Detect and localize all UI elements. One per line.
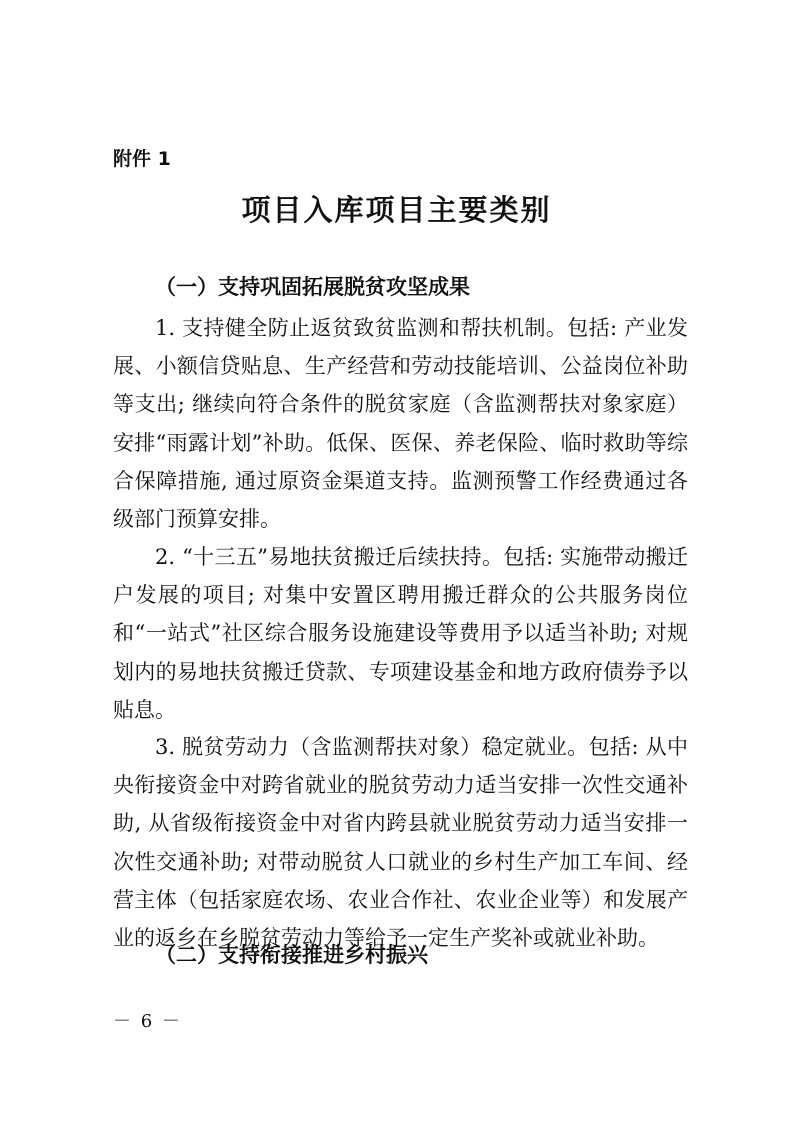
paragraph-2: 2. “十三五”易地扶贫搬迁后续扶持。包括: 实施带动搬迁户发展的项目; 对集中安置区聘用搬迁群众的公共服务岗位和“一站式”社区综合服务设施建设等费用予以适当补助; 对规划内的易地扶贫搬迁贷款、专项建设基金和地方政府债券予以贴息。 <box>113 545 688 722</box>
document-title: 项目入库项目主要类别 <box>241 193 552 227</box>
attachment-label: 附件 1 <box>113 148 171 170</box>
page-number: － 6 － <box>113 1011 182 1032</box>
paragraph-1: 1. 支持健全防止返贫致贫监测和帮扶机制。包括: 产业发展、小额信贷贴息、生产经营和劳动技能培训、公益岗位补助等支出; 继续向符合条件的脱贫家庭（含监测帮扶对象家庭）安排“雨露计划”补助。低保、医保、养老保险、临时救助等综合保障措施, 通过原资金渠道支持。监测预警工作经费通过各级部门预算安排。 <box>113 316 688 532</box>
paragraph-3: 3. 脱贫劳动力（含监测帮扶对象）稳定就业。包括: 从中央衔接资金中对跨省就业的脱贫劳动力适当安排一次性交通补助, 从省级衔接资金中对省内跨县就业脱贫劳动力适当安排一次性交通补助; 对带动脱贫人口就业的乡村生产加工车间、经营主体（包括家庭农场、农业合作社、农业企业等）和发展产业的返乡在乡脱贫劳动力等给予一定生产奖补或就业补助。 <box>113 735 688 951</box>
section-heading-2: （二）支持衔接推进乡村振兴 <box>155 943 428 967</box>
section-heading-1: （一）支持巩固拓展脱贫攻坚成果 <box>155 275 470 299</box>
